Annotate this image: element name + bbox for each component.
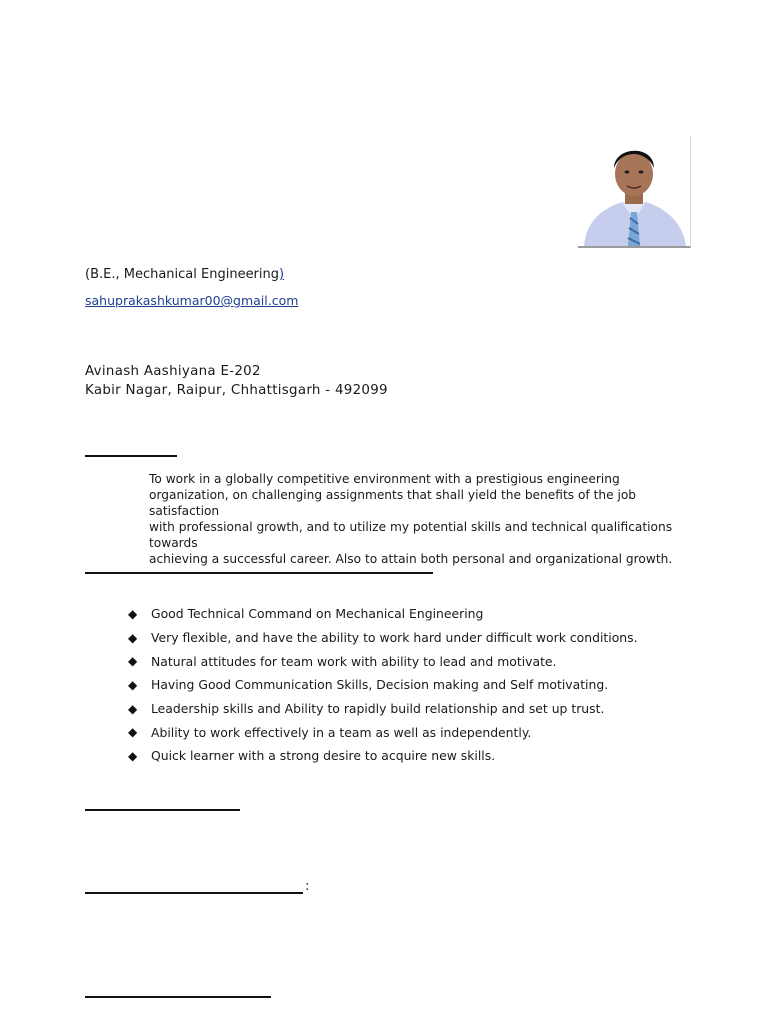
skill-text: Leadership skills and Ability to rapidly build relationship and set up trust.: [151, 701, 605, 717]
email-link[interactable]: sahuprakashkumar00@gmail.com: [85, 293, 299, 308]
diamond-bullet-icon: ◆: [128, 725, 138, 740]
list-item: [128, 697, 638, 721]
objective-heading-rule: [85, 455, 177, 457]
skills-heading-rule: [85, 572, 433, 574]
skill-text: Natural attitudes for team work with ability to lead and motivate.: [151, 653, 557, 669]
address-line-2: Kabir Nagar, Raipur, Chhattisgarh - 492099: [85, 383, 388, 398]
objective-line: achieving a successful career. Also to attain both personal and organizational growth.: [149, 552, 673, 566]
person-photo-icon: [578, 136, 690, 246]
diamond-bullet-icon: ◆: [128, 701, 138, 716]
address-line-1: Avinash Aashiyana E-202: [85, 364, 261, 379]
list-item: [128, 673, 638, 697]
skill-text: Having Good Communication Skills, Decision making and Self motivating.: [151, 677, 609, 693]
skill-text: Ability to work effectively in a team as well as independently.: [151, 724, 532, 740]
diamond-bullet-icon: ◆: [128, 748, 138, 763]
objective-line: To work in a globally competitive environment with a prestigious engineering: [149, 472, 620, 486]
list-item: [128, 649, 638, 673]
list-item: [128, 602, 638, 626]
diamond-bullet-icon: ◆: [128, 630, 138, 645]
skills-list: [128, 602, 638, 768]
skill-text: Good Technical Command on Mechanical Engineering: [151, 606, 484, 622]
diamond-bullet-icon: ◆: [128, 606, 138, 621]
diamond-bullet-icon: ◆: [128, 677, 138, 692]
objective-paragraph: [149, 471, 689, 567]
list-item: [128, 626, 638, 650]
degree-text: (B.E., Mechanical Engineering: [85, 267, 280, 282]
list-item: [128, 744, 638, 768]
objective-line: organization, on challenging assignments that shall yield the benefits of the job satisfaction: [149, 488, 637, 518]
section-heading-rule: [85, 809, 240, 811]
degree-line: [85, 267, 284, 283]
objective-line: with professional growth, and to utilize my potential skills and technical qualifications towards: [149, 520, 673, 550]
profile-photo: [578, 136, 691, 248]
heading-colon: :: [305, 879, 310, 894]
list-item: [128, 720, 638, 744]
skill-text: Quick learner with a strong desire to acquire new skills.: [151, 748, 496, 764]
skill-text: Very flexible, and have the ability to work hard under difficult work conditions.: [151, 630, 638, 646]
section-heading-rule: [85, 996, 271, 998]
section-heading-rule: [85, 892, 303, 894]
degree-close-paren: ): [279, 267, 285, 282]
diamond-bullet-icon: ◆: [128, 654, 138, 669]
